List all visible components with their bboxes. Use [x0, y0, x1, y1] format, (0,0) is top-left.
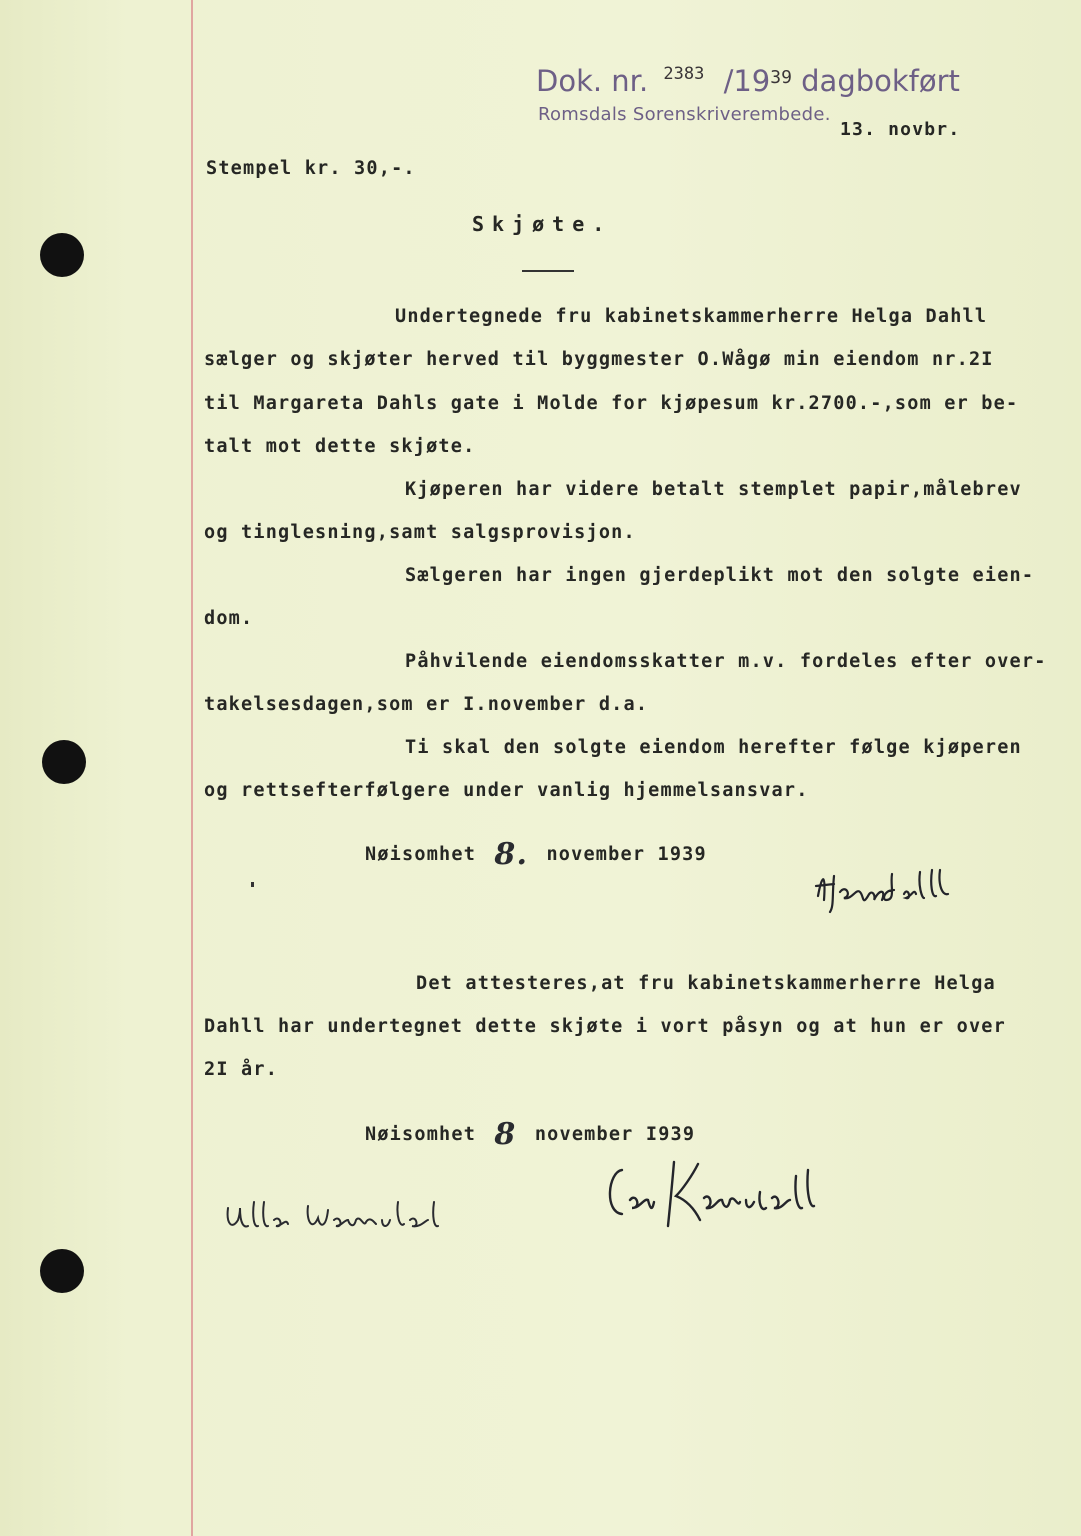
attest-line-1: Det attesteres,at fru kabinetskammerherre Helga: [416, 973, 996, 994]
month-year-2: november I939: [534, 1124, 696, 1145]
body-line-2: sælger og skjøter herved til byggmester O.Wågø min eiendom nr.2I: [204, 349, 994, 370]
signature-witness-right-scribble: [600, 1156, 840, 1236]
body-line-8: dom.: [204, 608, 254, 629]
body-line-6: og tinglesning,samt salgsprovisjon.: [204, 522, 636, 543]
stamp-dagbokfort: dagbokført: [801, 64, 960, 98]
registry-stamp-line-1: [536, 64, 960, 98]
signature-witness-left-scribble: [222, 1198, 462, 1238]
registry-stamp-line-2: [538, 104, 831, 125]
stamp-year-slash: /19: [723, 64, 771, 98]
punch-hole-middle: [42, 740, 86, 784]
document-title: Skjøte.: [472, 212, 613, 236]
stray-mark: [251, 882, 254, 887]
attest-line-2: Dahll har undertegnet dette skjøte i vort påsyn og at hun er over: [204, 1016, 1006, 1037]
body-line-3: til Margareta Dahls gate i Molde for kjøpesum kr.2700.-,som er be-: [204, 393, 1019, 414]
body-line-4: talt mot dette skjøte.: [204, 436, 476, 457]
attest-line-3: 2I år.: [204, 1059, 279, 1080]
title-underline: [522, 270, 574, 272]
stamp-year-suffix: 39: [770, 67, 792, 88]
signature-seller: [812, 866, 962, 918]
signature-witness-left: [222, 1198, 462, 1238]
stamp-office: Romsdals Sorenskriverembede.: [538, 104, 831, 125]
handwritten-day-2: 8: [494, 1117, 517, 1152]
place-date-2: [365, 1113, 696, 1152]
place-date-1: [365, 833, 707, 872]
stamp-date: 13. novbr.: [840, 119, 961, 140]
punch-hole-bottom: [40, 1249, 84, 1293]
handwritten-day-1: 8.: [494, 837, 529, 872]
margin-rule: [191, 0, 193, 1536]
month-year-1: november 1939: [546, 844, 707, 865]
body-line-11: Ti skal den solgte eiendom herefter følge kjøperen: [405, 737, 1022, 758]
body-line-10: takelsesdagen,som er I.november d.a.: [204, 694, 649, 715]
body-line-12: og rettsefterfølgere under vanlig hjemmelsansvar.: [204, 780, 809, 801]
place-2: Nøisomhet: [365, 1124, 477, 1145]
body-line-1: Undertegnede fru kabinetskammerherre Helga Dahll: [395, 306, 988, 327]
body-line-5: Kjøperen har videre betalt stemplet papir,målebrev: [405, 479, 1022, 500]
place-1: Nøisomhet: [365, 844, 477, 865]
signature-witness-right: [600, 1156, 840, 1236]
body-line-7: Sælgeren har ingen gjerdeplikt mot den solgte eien-: [405, 565, 1035, 586]
stamp-doc-number: 2383: [663, 64, 705, 84]
body-line-9: Påhvilende eiendomsskatter m.v. fordeles efter over-: [405, 651, 1047, 672]
punch-hole-top: [40, 233, 84, 277]
stamp-prefix: Dok. nr.: [536, 64, 649, 98]
signature-seller-scribble: [812, 866, 962, 918]
stamp-fee: Stempel kr. 30,-.: [206, 158, 416, 179]
